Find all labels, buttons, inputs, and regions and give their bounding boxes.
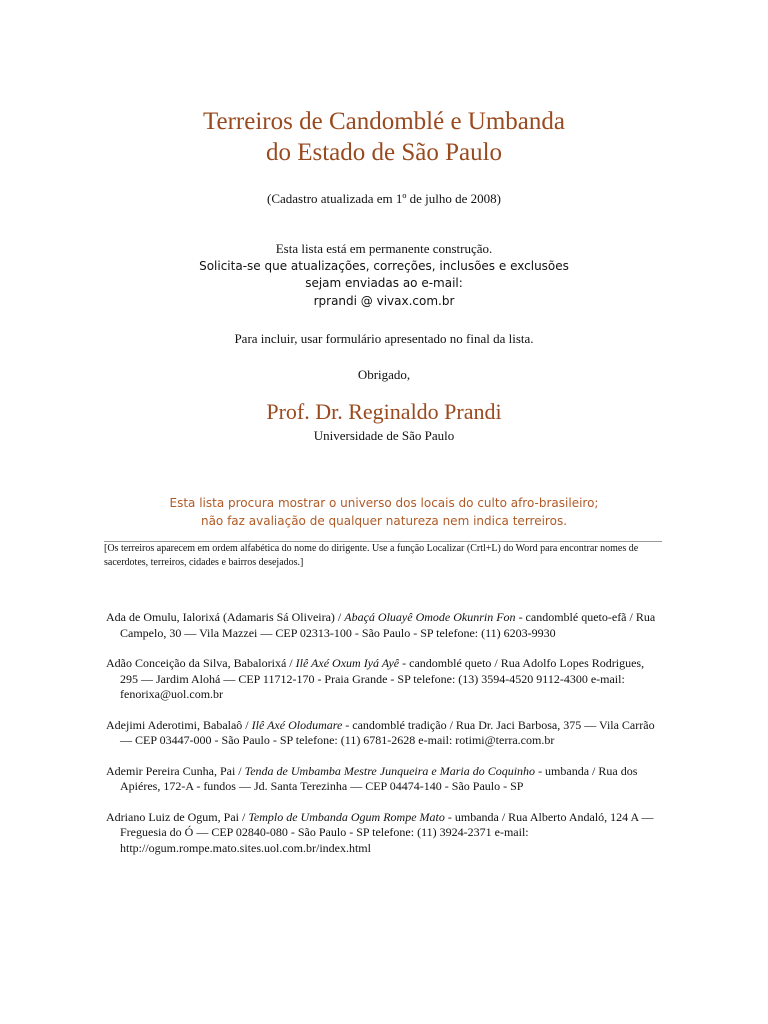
notice-line-1: Esta lista procura mostrar o universo dos locais do culto afro-brasileiro; bbox=[169, 496, 599, 510]
thanks-text: Obrigado, bbox=[357, 367, 411, 382]
entry-leader: Ada de Omulu, Ialorixá (Adamaris Sá Oliveira) / bbox=[106, 610, 345, 624]
list-item bbox=[106, 810, 662, 857]
entry-leader: Adão Conceição da Silva, Babalorixá / bbox=[106, 656, 296, 670]
entry-details: - candomblé tradição / Rua Dr. Jaci Barbosa, 375 — Vila Carrão — CEP 03447-000 - São Paulo - SP telefone: (11) 6781-2628 e-mail: rotimi@terra.com.br bbox=[120, 717, 655, 747]
notice-line-2: não faz avaliação de qualquer natureza nem indica terreiros. bbox=[200, 514, 568, 528]
entry-details: - candomblé queto / Rua Adolfo Lopes Rodrigues, 295 — Jardim Alohá — CEP 11712-170 - Praia Grande - SP telefone: (13) 3594-4520 9112-4300 e-mail: fenorixa@uol.com.br bbox=[120, 656, 645, 701]
page-title bbox=[0, 106, 768, 168]
list-item bbox=[106, 764, 662, 795]
contact-email: rprandi @ vivax.com.br bbox=[313, 293, 455, 308]
update-date: (Cadastro atualizada em 1º de julho de 2008) bbox=[267, 191, 501, 206]
entry-temple: Ilê Axé Olodumare bbox=[251, 717, 343, 732]
terreiro-list bbox=[106, 610, 662, 871]
intro-line-1: Esta lista está em permanente construção. bbox=[275, 241, 493, 256]
entry-temple: Abaçá Oluayê Omode Okunrin Fon bbox=[344, 610, 516, 624]
entry-leader: Adriano Luiz de Ogum, Pai / bbox=[106, 809, 249, 824]
intro-paragraph bbox=[0, 240, 768, 310]
entry-temple: Ilê Axé Oxum Iyá Ayê bbox=[295, 656, 400, 670]
intro-line-3: sejam enviadas ao e-mail: bbox=[305, 276, 463, 290]
entry-details: - umbanda / Rua dos Apiéres, 172-A - fundos — Jd. Santa Terezinha — CEP 04474-140 - São Paulo - SP bbox=[120, 763, 638, 793]
intro-line-2: Solicita-se que atualizações, correções, inclusões e exclusões bbox=[199, 258, 569, 273]
entry-leader: Adejimi Aderotimi, Babalaô / bbox=[106, 717, 252, 732]
entry-temple: Tenda de Umbamba Mestre Junqueira e Maria do Coquinho bbox=[244, 763, 536, 778]
title-line-1: Terreiros de Candomblé e Umbanda bbox=[202, 108, 565, 135]
author-institution: Universidade de São Paulo bbox=[313, 428, 455, 443]
list-item bbox=[106, 610, 662, 641]
entry-details: - candomblé queto-efã / Rua Campelo, 30 — Vila Mazzei — CEP 02313-100 - São Paulo - SP telefone: (11) 6203-9930 bbox=[120, 610, 656, 640]
include-instructions: Para incluir, usar formulário apresentado no final da lista. bbox=[234, 331, 534, 346]
entry-details: - umbanda / Rua Alberto Andaló, 124 A — Freguesia do Ó — CEP 02840-080 - São Paulo - SP telefone: (11) 3924-2371 e-mail: http://ogum.rompe.mato.sites.uol.com.br/index.html bbox=[120, 809, 654, 855]
entry-leader: Ademir Pereira Cunha, Pai / bbox=[106, 763, 245, 778]
list-item bbox=[106, 718, 662, 749]
author-name: Prof. Dr. Reginaldo Prandi bbox=[266, 399, 502, 424]
list-item bbox=[106, 656, 662, 703]
disclaimer-notice bbox=[0, 494, 768, 530]
entry-temple: Templo de Umbanda Ogum Rompe Mato bbox=[248, 809, 445, 824]
ordering-note: [Os terreiros aparecem em ordem alfabética do nome do dirigente. Use a função Localizar (Crtl+L) do Word para encontrar nomes de sacerdotes, terreiros, cidades e bairros desejados.] bbox=[104, 543, 639, 568]
title-line-2: do Estado de São Paulo bbox=[265, 139, 503, 166]
